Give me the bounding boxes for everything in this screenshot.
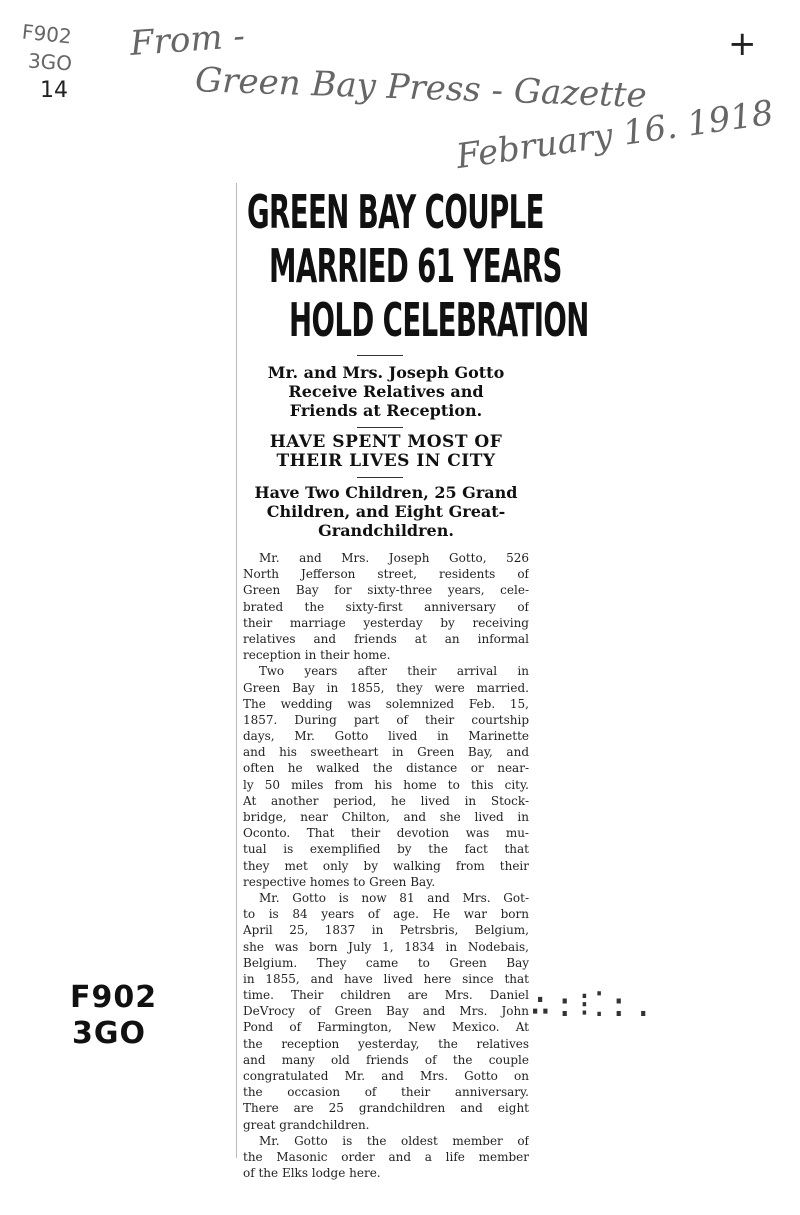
article-line: respective homes to Green Bay.: [243, 874, 436, 889]
article-line: Green Bay in 1855, they were married.: [243, 680, 529, 695]
handwritten-from-note: From -: [128, 16, 247, 64]
subheadline-2-line: THEIR LIVES IN CITY: [276, 451, 496, 471]
margin-code-bottom: 3GO: [72, 1016, 147, 1051]
subheadline-1: [241, 363, 531, 420]
subheadline-1-line: Receive Relatives and: [288, 382, 484, 401]
article-line: to is 84 years of age. He war born: [243, 907, 529, 922]
subheadline-3: [241, 483, 531, 540]
article-line: their marriage yesterday by receiving: [243, 615, 529, 630]
corner-number: 14: [40, 78, 68, 103]
article-body: [243, 550, 529, 1181]
article-line: reception in their home.: [243, 648, 391, 663]
article-line: days, Mr. Gotto lived in Marinette: [243, 729, 529, 744]
article-line: in 1855, and have lived here since that: [243, 971, 529, 986]
subheadline-3-line: Children, and Eight Great-: [266, 502, 506, 521]
article-line: ly 50 miles from his home to this city.: [243, 777, 529, 792]
article-line: The wedding was solemnized Feb. 15,: [243, 696, 529, 711]
subheadline-2: [241, 433, 531, 471]
article-line: and many old friends of the couple: [243, 1052, 529, 1067]
article-line: often he walked the distance or near-: [243, 761, 529, 776]
article-line: Pond of Farmington, New Mexico. At: [243, 1020, 529, 1035]
article-line: relatives and friends at an informal: [243, 631, 529, 646]
subheadline-3-line: Have Two Children, 25 Grand: [254, 483, 518, 502]
article-line: the Masonic order and a life member: [243, 1149, 529, 1164]
article-line: At another period, he lived in Stock-: [243, 793, 529, 808]
plus-mark: +: [728, 24, 757, 64]
headline-line-3: HOLD CELEBRATION: [289, 293, 589, 347]
article-line: April 25, 1837 in Petrsbris, Belgium,: [243, 923, 529, 938]
article-line: Mr. Gotto is the oldest member of: [259, 1133, 529, 1148]
article-line: Mr. and Mrs. Joseph Gotto, 526: [259, 551, 529, 565]
article-line: the occasion of their anniversary.: [243, 1085, 529, 1100]
divider-rule: [357, 427, 403, 428]
subheadline-2-line: HAVE SPENT MOST OF: [269, 432, 503, 452]
article-line: Mr. Gotto is now 81 and Mrs. Got-: [259, 890, 529, 905]
divider-rule: [357, 477, 403, 478]
headline-line-2: MARRIED 61 YEARS: [269, 239, 562, 293]
article-line: bridge, near Chilton, and she lived in: [243, 810, 529, 824]
article-line: DeVrocy of Green Bay and Mrs. John: [243, 1004, 529, 1019]
article-line: There are 25 grandchildren and eight: [243, 1101, 529, 1116]
article-line: they met only by walking from their: [243, 858, 529, 873]
article-line: brated the sixty-first anniversary of: [243, 599, 529, 614]
article-line: of the Elks lodge here.: [243, 1166, 381, 1181]
subheadline-3-line: Grandchildren.: [318, 521, 454, 540]
handwritten-date: February 16. 1918: [453, 92, 776, 178]
subheadline-1-line: Friends at Reception.: [289, 401, 483, 420]
article-line: and his sweetheart in Green Bay, and: [243, 745, 529, 760]
article-line: time. Their children are Mrs. Daniel: [243, 988, 529, 1003]
newspaper-clipping: [236, 183, 589, 1181]
divider-rule: [357, 355, 403, 356]
article-line: great grandchildren.: [243, 1117, 370, 1132]
article-line: Belgium. They came to Green Bay: [243, 955, 529, 970]
article-line: she was born July 1, 1834 in Nodebais,: [243, 939, 529, 954]
corner-code-top: F902: [20, 19, 73, 49]
article-line: Two years after their arrival in: [259, 664, 529, 679]
dot-marks: ∴:⁝⁚:.: [530, 985, 658, 1025]
margin-code-top: F902: [70, 980, 158, 1015]
article-line: Oconto. That their devotion was mu-: [243, 826, 529, 841]
subheadline-1-line: Mr. and Mrs. Joseph Gotto: [267, 363, 505, 382]
corner-code-mid: 3GO: [27, 48, 73, 76]
headline-line-1: GREEN BAY COUPLE: [247, 185, 544, 239]
article-line: congratulated Mr. and Mrs. Gotto on: [243, 1069, 529, 1083]
article-line: North Jefferson street, residents of: [243, 567, 529, 582]
article-line: tual is exemplified by the fact that: [243, 842, 529, 857]
handwritten-newspaper-name: Green Bay Press - Gazette: [194, 60, 648, 116]
article-line: 1857. During part of their courtship: [243, 712, 529, 727]
article-line: Green Bay for sixty-three years, cele-: [243, 583, 529, 598]
article-line: the reception yesterday, the relatives: [243, 1036, 529, 1051]
